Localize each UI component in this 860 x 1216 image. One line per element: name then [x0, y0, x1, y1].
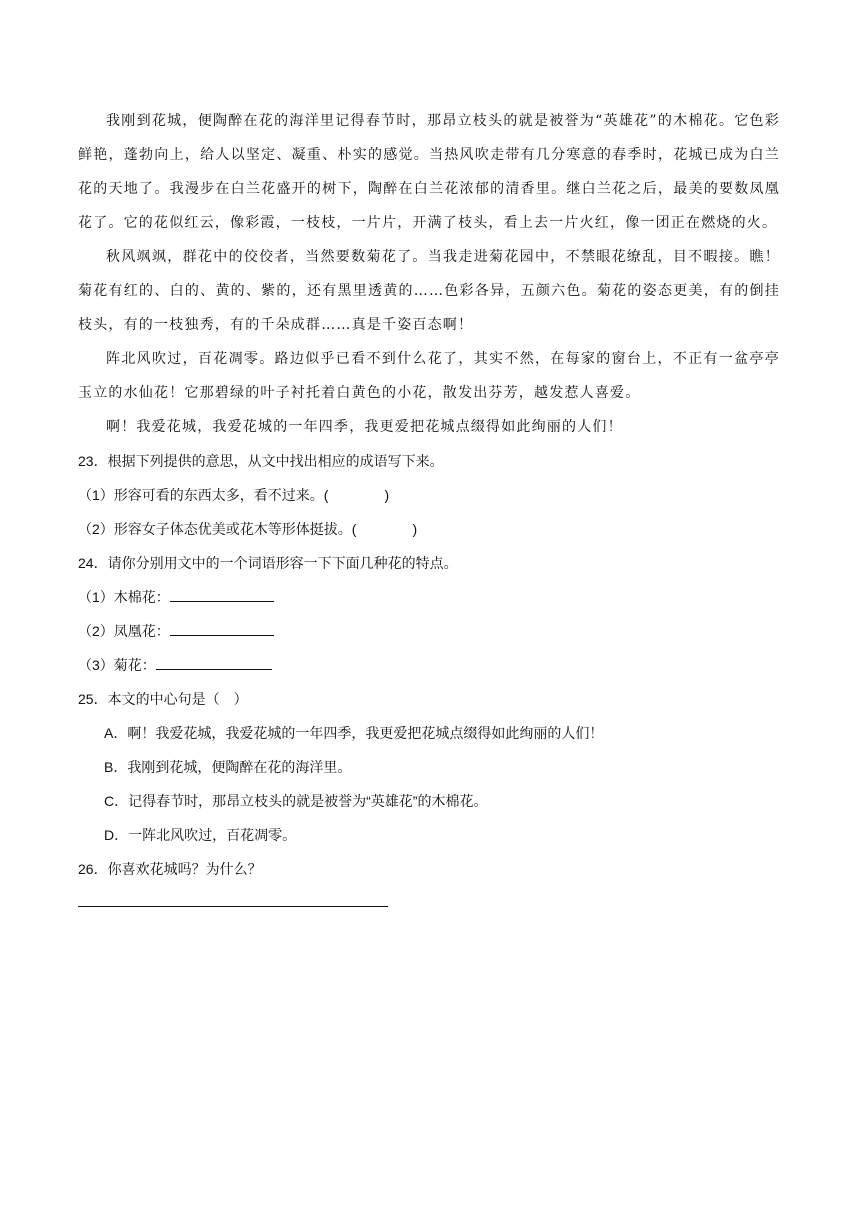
option-b[interactable]: [78, 750, 780, 784]
option-a-text: 啊！我爱花城，我爱花城的一年四季，我更爱把花城点缀得如此绚丽的人们！: [127, 725, 604, 741]
question-24: [78, 546, 780, 682]
question-23: [78, 444, 780, 546]
option-a[interactable]: [78, 716, 780, 750]
option-b-text: 我刚到花城，便陶醉在花的海洋里。: [127, 759, 352, 775]
close-paren: ): [412, 521, 418, 537]
question-24-item-2: [78, 614, 780, 648]
passage-paragraph-4: 啊！我爱花城，我爱花城的一年四季，我更爱把花城点缀得如此绚丽的人们！: [106, 419, 623, 435]
question-23-item-1-text: （1）形容可看的东西太多，看不过来。(: [78, 487, 329, 503]
question-23-item-2: [78, 512, 780, 546]
passage-paragraph-2: 秋风飒飒，群花中的佼佼者，当然要数菊花了。当我走进菊花园中，不禁眼花缭乱，目不暇接。瞧！菊花有红的、白的、黄的、紫的，还有黑里透黄的……色彩各异，五颜六色。菊花的姿态更美，有的倒挂枝头，有的一枝独秀，有的千朵成群……真是千姿百态啊！: [78, 249, 780, 333]
answer-line-24-2[interactable]: [170, 621, 274, 636]
answer-line-24-3[interactable]: [156, 655, 272, 670]
option-b-letter: B．: [104, 759, 128, 775]
option-c[interactable]: [78, 784, 780, 818]
answer-line-24-1[interactable]: [170, 587, 274, 602]
question-24-item-3-label: （3）菊花：: [78, 657, 156, 673]
answer-line-26[interactable]: [78, 906, 388, 907]
question-24-item-2-label: （2）凤凰花：: [78, 623, 170, 639]
option-d-letter: D．: [104, 827, 129, 843]
option-c-text: 记得春节时，那昂立枝头的就是被誉为“英雄花”的木棉花。: [128, 793, 488, 809]
passage-paragraph-3: 阵北风吹过，百花凋零。路边似乎已看不到什么花了，其实不然，在每家的窗台上，不正有一盆亭亭玉立的水仙花！它那碧绿的叶子衬托着白黄色的小花，散发出芬芳，越发惹人喜爱。: [78, 351, 780, 401]
question-23-stem: 23．根据下列提供的意思，从文中找出相应的成语写下来。: [78, 453, 444, 469]
question-24-item-3: [78, 648, 780, 682]
option-c-letter: C．: [104, 793, 129, 809]
question-24-item-1: [78, 580, 780, 614]
question-25: [78, 682, 780, 852]
reading-passage: [78, 104, 780, 444]
option-d-text: 一阵北风吹过，百花凋零。: [128, 827, 297, 843]
option-d[interactable]: [78, 818, 780, 852]
question-24-stem: 24．请你分别用文中的一个词语形容一下下面几种花的特点。: [78, 555, 458, 571]
question-26: [78, 852, 780, 907]
question-section: [78, 444, 780, 907]
question-24-item-1-label: （1）木棉花：: [78, 589, 170, 605]
question-23-item-2-text: （2）形容女子体态优美或花木等形体挺拔。(: [78, 521, 357, 537]
worksheet-page: [78, 104, 780, 907]
option-a-letter: A．: [104, 725, 128, 741]
question-25-stem: 25．本文的中心句是（ ）: [78, 691, 248, 707]
question-23-item-1: [78, 478, 780, 512]
question-26-stem: 26．你喜欢花城吗？为什么？: [78, 861, 262, 877]
close-paren: ): [384, 487, 390, 503]
passage-paragraph-1: 我刚到花城，便陶醉在花的海洋里记得春节时，那昂立枝头的就是被誉为“英雄花”的木棉花。它色彩鲜艳，蓬勃向上，给人以坚定、凝重、朴实的感觉。当热风吹走带有几分寒意的春季时，花城已成为白兰花的天地了。我漫步在白兰花盛开的树下，陶醉在白兰花浓郁的清香里。继白兰花之后，最美的要数凤凰花了。它的花似红云，像彩霞，一枝枝，一片片，开满了枝头，看上去一片火红，像一团正在燃烧的火。: [78, 113, 780, 231]
